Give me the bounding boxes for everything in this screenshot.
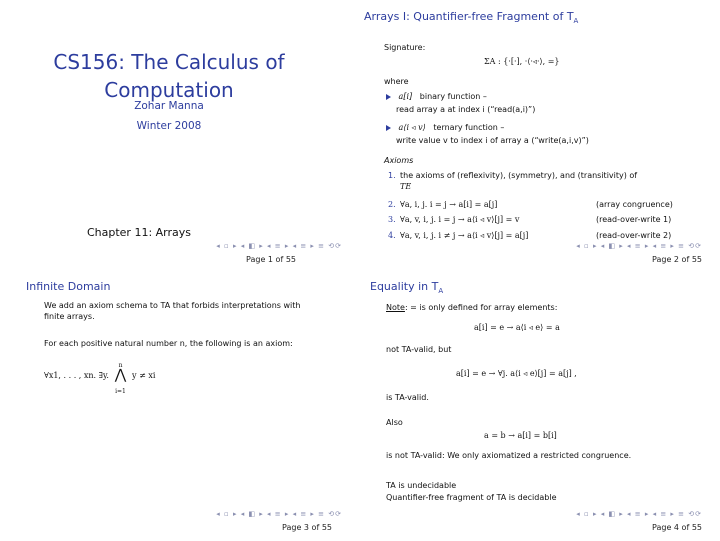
- axiom-3-name: (read-over-write 1): [596, 215, 672, 224]
- page-number: Page 2 of 55: [652, 255, 702, 264]
- axiom-2: 2. ∀a, i, j. i = j → a[i] = a[j]: [388, 200, 498, 209]
- navigation-symbols[interactable]: ◂ ▫ ▸ ◂ ◧ ▸ ◂ ≡ ▸ ◂ ≡ ▸ ≡ ⟲⟳: [216, 510, 342, 518]
- not-valid-text: not TA-valid, but: [386, 345, 452, 354]
- navigation-symbols[interactable]: ◂ ▫ ▸ ◂ ◧ ▸ ◂ ≡ ▸ ◂ ≡ ▸ ≡ ⟲⟳: [576, 510, 702, 518]
- axiom-4: 4. ∀a, v, i, j. i ≠ j → a⟨i ◃ v⟩[j] = a[j]: [388, 231, 529, 240]
- note-line: Note: = is only defined for array elements:: [386, 303, 558, 312]
- title-line-1: CS156: The Calculus of: [53, 50, 285, 74]
- page-number: Page 3 of 55: [282, 523, 332, 532]
- bullet-read-detail: read array a at index i (“read(a,i)”): [396, 105, 536, 114]
- slide-title: Equality in $T_A$: [370, 280, 444, 296]
- restricted-congruence-text: is not TA-valid: We only axiomatized a restricted congruence.: [386, 451, 632, 460]
- triangle-bullet-icon: [386, 125, 391, 131]
- slide-1: [4, 4, 354, 270]
- formula-2: a[i] = e → ∀j. a⟨i ◃ e⟩[j] = a[j] ,: [456, 369, 577, 378]
- slide-3: [4, 272, 354, 538]
- slide-title: Arrays I: Quantifier-free Fragment of $T_A$: [364, 10, 579, 26]
- navigation-symbols[interactable]: ◂ ▫ ▸ ◂ ◧ ▸ ◂ ≡ ▸ ◂ ≡ ▸ ≡ ⟲⟳: [216, 242, 342, 250]
- axiom-2-name: (array congruence): [596, 200, 673, 209]
- signature-label: Signature:: [384, 43, 426, 52]
- author: Zohar Manna: [134, 100, 204, 112]
- axiom-3: 3. ∀a, v, i, j. i = j → a⟨i ◃ v⟩[j] = v: [388, 215, 520, 224]
- chapter-title: Chapter 11: Arrays: [86, 226, 192, 239]
- bullet-write-detail: write value v to index i of array a (“write(a,i,v)”): [396, 136, 589, 145]
- paragraph-1: We add an axiom schema to TA that forbids interpretations with finite arrays.: [44, 301, 301, 321]
- decidable-text: Quantifier-free fragment of TA is decidable: [386, 493, 557, 502]
- presentation-title: [44, 48, 294, 104]
- slide-title: Infinite Domain: [26, 280, 111, 293]
- formula-1: a[i] = e → a⟨i ◃ e⟩ = a: [474, 323, 560, 332]
- is-valid-text: is TA-valid.: [386, 393, 429, 402]
- bullet-read: a[i] binary function –: [386, 91, 487, 102]
- where-label: where: [384, 77, 409, 86]
- axiom-4-name: (read-over-write 2): [596, 231, 672, 240]
- formula-3: a = b → a[i] = b[i]: [484, 431, 557, 440]
- bullet-write: a⟨i ◃ v⟩ ternary function –: [386, 122, 504, 133]
- slide-2: [364, 4, 714, 270]
- axiom-1: 1. the axioms of (reflexivity), (symmetry), and (transitivity) of TE: [388, 171, 638, 191]
- triangle-bullet-icon: [386, 94, 391, 100]
- infinite-domain-axiom: ∀x1, . . . , xn. ∃y. n ⋀ i=1 y ≠ xi: [44, 362, 156, 395]
- slide-4: [364, 272, 714, 538]
- page-number: Page 1 of 55: [246, 255, 296, 264]
- undecidable-text: TA is undecidable: [386, 481, 457, 490]
- signature-formula: ΣA : {·[·], ·⟨·◃·⟩, =}: [484, 57, 560, 66]
- page-number: Page 4 of 55: [652, 523, 702, 532]
- navigation-symbols[interactable]: ◂ ▫ ▸ ◂ ◧ ▸ ◂ ≡ ▸ ◂ ≡ ▸ ≡ ⟲⟳: [576, 242, 702, 250]
- term: Winter 2008: [136, 120, 202, 132]
- also-label: Also: [386, 418, 403, 427]
- axioms-label: Axioms: [384, 156, 414, 165]
- paragraph-2: For each positive natural number n, the following is an axiom:: [44, 339, 293, 348]
- title-line-2: Computation: [104, 78, 234, 102]
